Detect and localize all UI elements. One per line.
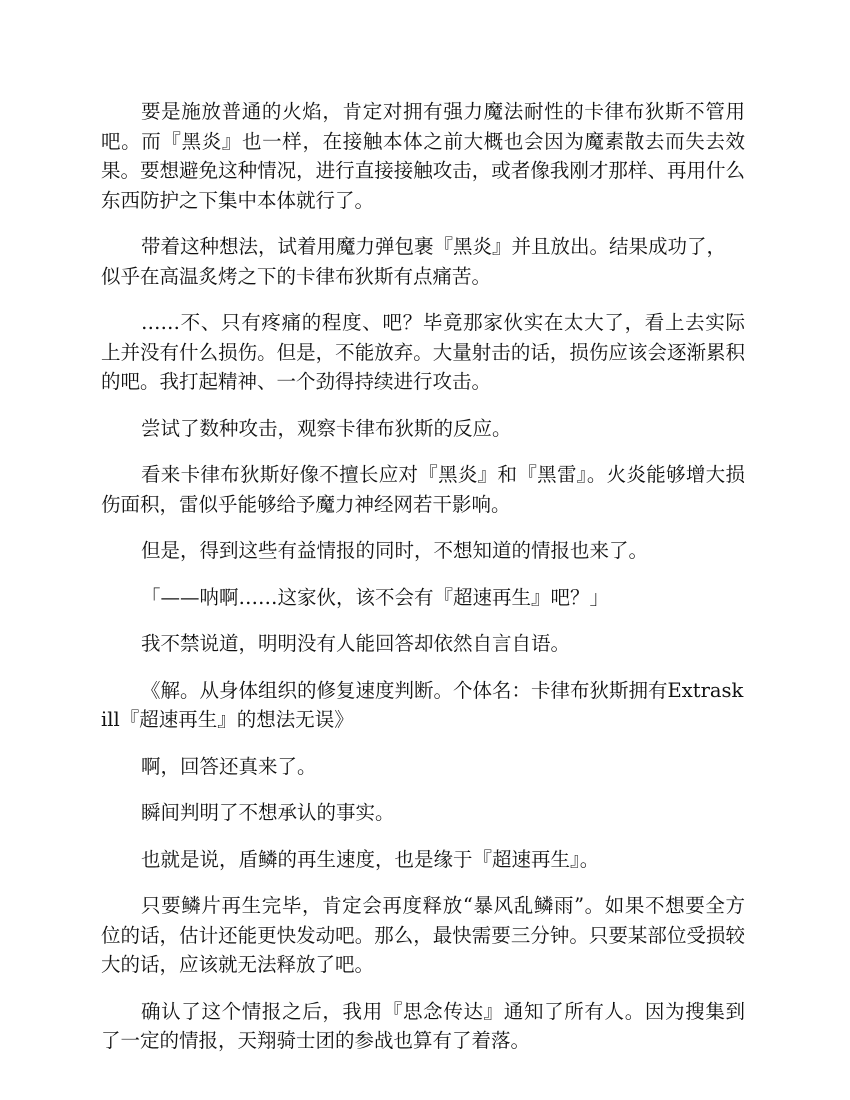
- paragraph-4: 尝试了数种攻击，观察卡律布狄斯的反应。: [141, 416, 512, 440]
- paragraph-8: 我不禁说道，明明没有人能回答却依然自言自语。: [141, 632, 571, 655]
- paragraph-3: ……不、只有疼痛的程度、吧？毕竟那家伙实在太大了，看上去实际上并没有什么损伤。但是，不能放弃。大量射击的话，损伤应该会逐渐累积的吧。我打起精神、一个劲得持续进行攻击。: [101, 311, 745, 393]
- paragraph-14: 确认了这个情报之后，我用『思念传达』通知了所有人。因为搜集到了一定的情报，天翔骑士团的参战也算有了着落。: [101, 999, 745, 1052]
- paragraph-9: 《解。从身体组织的修复速度判断。个体名：卡律布狄斯拥有Extraskill『超速再生』的想法无误》: [101, 678, 744, 731]
- paragraph-6: 但是，得到这些有益情报的同时，不想知道的情报也来了。: [141, 539, 649, 562]
- paragraph-13: 只要鳞片再生完毕，肯定会再度释放“暴风乱鳞雨”。如果不想要全方位的话，估计还能更快发动吧。那么，最快需要三分钟。只要某部位受损较大的话，应该就无法释放了吧。: [101, 894, 745, 976]
- paragraph-7: 「——呐啊……这家伙，该不会有『超速再生』吧？」: [141, 585, 610, 609]
- paragraph-2: 带着这种想法，试着用魔力弹包裹『黑炎』并且放出。结果成功了，似乎在高温炙烤之下的卡律布狄斯有点痛苦。: [101, 235, 727, 288]
- paragraph-11: 瞬间判明了不想承认的事实。: [141, 801, 395, 824]
- paragraph-5: 看来卡律布狄斯好像不擅长应对『黑炎』和『黑雷』。火炎能够增大损伤面积，雷似乎能够给予魔力神经网若干影响。: [101, 463, 745, 516]
- document-page: [101, 97, 745, 1073]
- paragraph-12: 也就是说，盾鳞的再生速度，也是缘于『超速再生』。: [141, 847, 600, 871]
- paragraph-1: 要是施放普通的火焰，肯定对拥有强力魔法耐性的卡律布狄斯不管用吧。而『黑炎』也一样，在接触本体之前大概也会因为魔素散去而失去效果。要想避免这种情况，进行直接接触攻击，或者像我刚才那样、再用什么东西防护之下集中本体就行了。: [101, 100, 745, 212]
- paragraph-10: 啊，回答还真来了。: [141, 754, 317, 778]
